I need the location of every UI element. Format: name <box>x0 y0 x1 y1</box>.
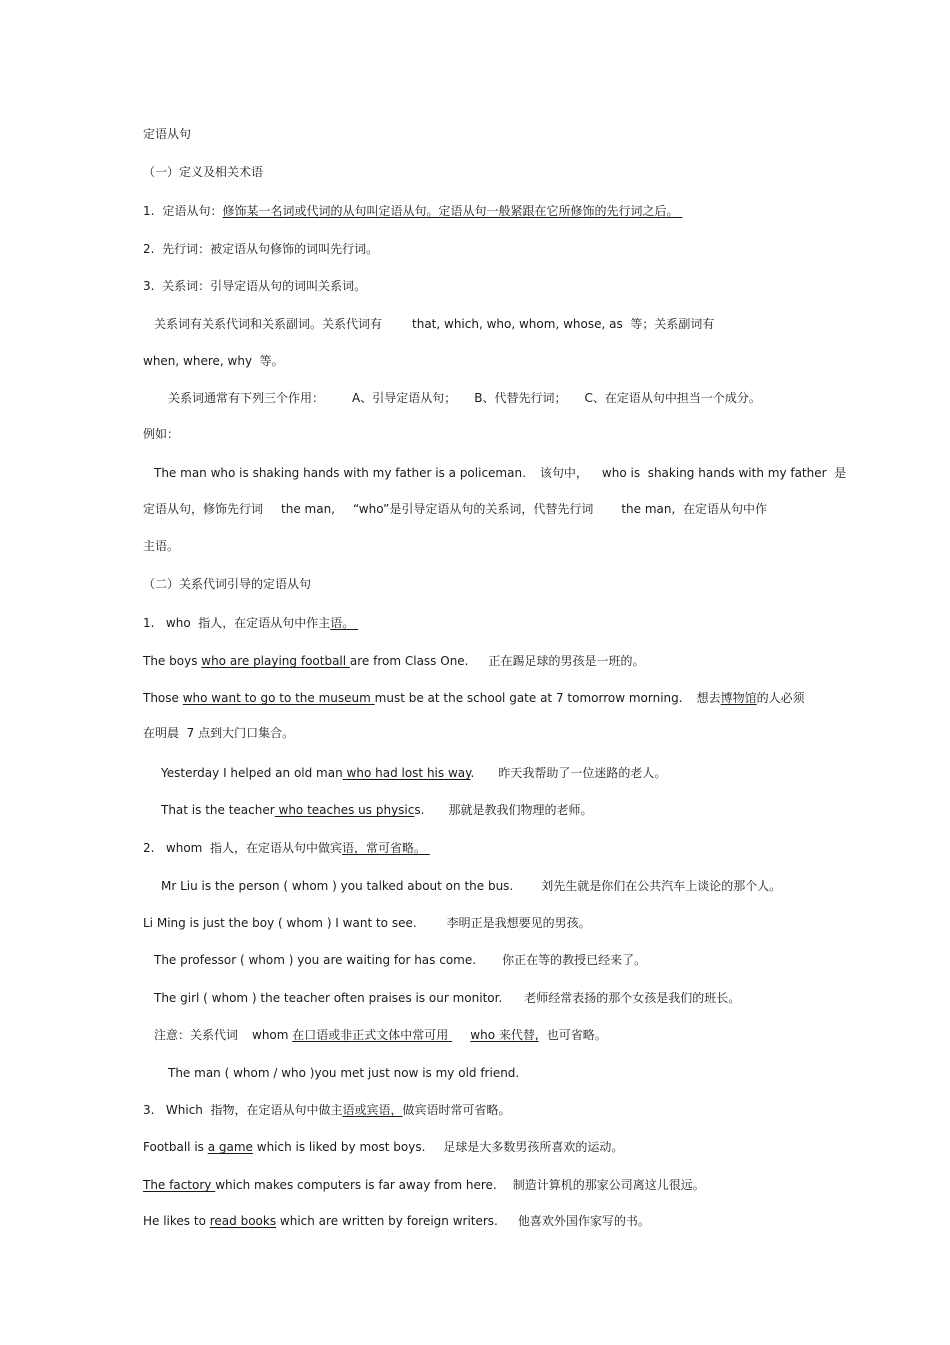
definition-1: 1. 定语从句：修饰某一名词或代词的从句叫定语从句。定语从句一般紧跟在它所修饰的先行词之后。 <box>143 204 679 218</box>
example-line-2: 定语从句，修饰先行词 the man, “who”是引导定语从句的关系词，代替先行词 the man, 在定语从句中作 <box>143 502 767 516</box>
rel-words-line-2: when, where, why 等。 <box>143 354 284 368</box>
whom-heading: 2. whom 指人，在定语从句中做宾语，常可省略。 <box>143 841 426 855</box>
section2-heading: （二）关系代词引导的定语从句 <box>143 577 312 591</box>
example-label: 例如： <box>143 427 180 441</box>
whom-note-example: The man ( whom / who )you met just now is my old friend. <box>168 1066 520 1080</box>
whom-example-3: The professor ( whom ) you are waiting for has come. 你正在等的教授已经来了。 <box>154 953 647 967</box>
section1-heading: （一）定义及相关术语 <box>143 165 264 179</box>
which-heading: 3. Which 指物，在定语从句中做主语或宾语，做宾语时常可省略。 <box>143 1103 511 1117</box>
who-example-3: Yesterday I helped an old man who had lost his way. 昨天我帮助了一位迷路的老人。 <box>161 766 667 780</box>
functions-line: 关系词通常有下列三个作用： A、引导定语从句； B、代替先行词； C、在定语从句中担当一个成分。 <box>168 391 761 405</box>
who-example-2-cont: 在明晨 7 点到大门口集合。 <box>143 726 295 740</box>
who-example-4: That is the teacher who teaches us physics. 那就是教我们物理的老师。 <box>161 803 593 817</box>
which-example-1: Football is a game which is liked by most boys. 足球是大多数男孩所喜欢的运动。 <box>143 1140 624 1154</box>
who-heading: 1. who 指人，在定语从句中作主语。 <box>143 616 355 630</box>
example-line-1: The man who is shaking hands with my father is a policeman. 该句中， who is shaking hands with my father 是 <box>154 466 847 480</box>
example-line-3: 主语。 <box>143 539 180 553</box>
whom-example-1: Mr Liu is the person ( whom ) you talked about on the bus. 刘先生就是你们在公共汽车上谈论的那个人。 <box>161 879 782 893</box>
rel-words-line: 关系词有关系代词和关系副词。关系代词有 that, which, who, whom, whose, as 等；关系副词有 <box>154 317 715 331</box>
who-example-2: Those who want to go to the museum must be at the school gate at 7 tomorrow morning. 想去博物馆的人必须 <box>143 691 805 705</box>
doc-title: 定语从句 <box>143 127 192 141</box>
whom-note: 注意：关系代词 whom 在口语或非正式文体中常可用 who 来代替, 也可省略。 <box>154 1028 607 1042</box>
definition-2: 2. 先行词：被定语从句修饰的词叫先行词。 <box>143 242 379 256</box>
whom-example-4: The girl ( whom ) the teacher often praises is our monitor. 老师经常表扬的那个女孩是我们的班长。 <box>154 991 741 1005</box>
which-example-3: He likes to read books which are written by foreign writers. 他喜欢外国作家写的书。 <box>143 1214 650 1228</box>
whom-example-2: Li Ming is just the boy ( whom ) I want to see. 李明正是我想要见的男孩。 <box>143 916 591 930</box>
who-example-1: The boys who are playing football are from Class One. 正在踢足球的男孩是一班的。 <box>143 654 645 668</box>
which-example-2: The factory which makes computers is far away from here. 制造计算机的那家公司离这儿很远。 <box>143 1178 705 1192</box>
definition-3: 3. 关系词：引导定语从句的词叫关系词。 <box>143 279 367 293</box>
